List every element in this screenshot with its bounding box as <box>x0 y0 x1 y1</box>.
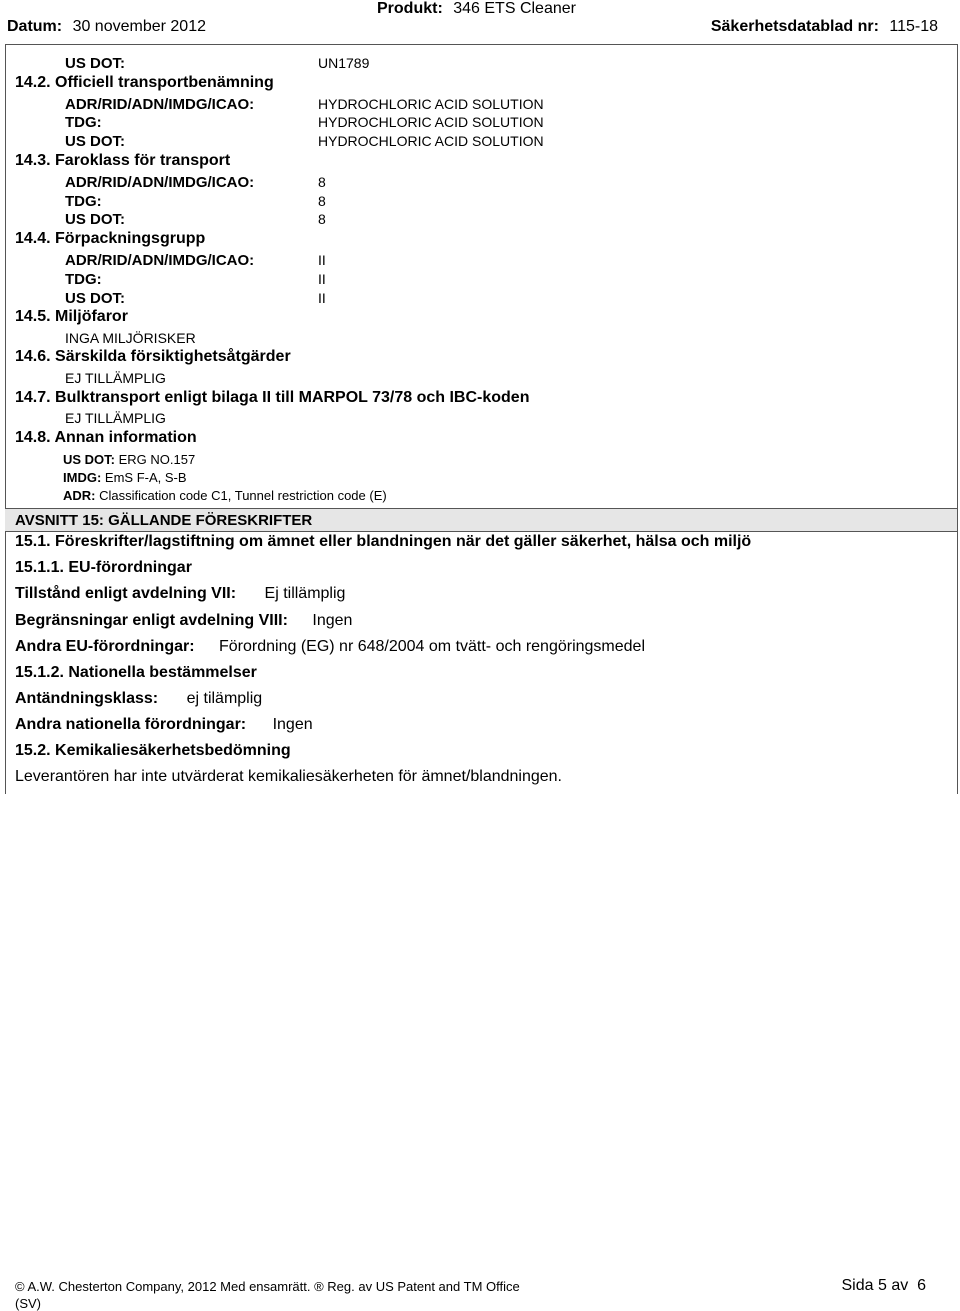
footer-language: (SV) <box>15 1296 41 1311</box>
heading-14-4: 14.4. Förpackningsgrupp <box>15 230 206 247</box>
row-label: ADR/RID/ADN/IMDG/ICAO: <box>65 174 255 191</box>
heading-14-6: 14.6. Särskilda försiktighetsåtgärder <box>15 348 291 365</box>
un-value: UN1789 <box>318 55 370 71</box>
flammability-row <box>15 690 262 708</box>
section-15-title: AVSNITT 15: GÄLLANDE FÖRESKRIFTER <box>15 512 313 529</box>
row-label: TDG: <box>65 193 102 210</box>
heading-15-1-2: 15.1.2. Nationella bestämmelser <box>15 664 257 681</box>
row-label: ADR/RID/ADN/IMDG/ICAO: <box>65 96 255 113</box>
date-label: Datum: <box>7 18 63 35</box>
row-value: HYDROCHLORIC ACID SOLUTION <box>318 133 544 149</box>
header-date <box>7 18 206 36</box>
header-sds-number <box>711 18 938 36</box>
row-value: 8 <box>318 211 326 227</box>
other-info-row <box>63 488 387 503</box>
authorisation-label: Tillstånd enligt avdelning VII: <box>15 585 237 602</box>
flammability-label: Antändningsklass: <box>15 690 159 707</box>
other-info-value: ERG NO.157 <box>118 452 196 467</box>
chemical-safety-text: Leverantören har inte utvärderat kemikaliesäkerheten för ämnet/blandningen. <box>15 768 562 785</box>
other-national-row <box>15 716 313 734</box>
restrictions-label: Begränsningar enligt avdelning VIII: <box>15 612 288 629</box>
sds-number-value: 115-18 <box>889 18 938 35</box>
other-national-value: Ingen <box>272 716 313 733</box>
frame-right <box>957 44 958 794</box>
row-value: 8 <box>318 193 326 209</box>
row-value: II <box>318 290 326 306</box>
other-eu-value: Förordning (EG) nr 648/2004 om tvätt- och rengöringsmedel <box>219 638 645 655</box>
frame-left <box>5 44 6 794</box>
special-precautions-text: EJ TILLÄMPLIG <box>65 370 166 386</box>
heading-14-7: 14.7. Bulktransport enligt bilaga II till MARPOL 73/78 och IBC-koden <box>15 389 530 406</box>
restrictions-value: Ingen <box>312 612 353 629</box>
heading-15-2: 15.2. Kemikaliesäkerhetsbedömning <box>15 742 291 759</box>
environmental-hazards-text: INGA MILJÖRISKER <box>65 330 196 346</box>
footer-copyright: © A.W. Chesterton Company, 2012 Med ensamrätt. ® Reg. av US Patent and TM Office <box>15 1279 520 1294</box>
row-label: US DOT: <box>65 133 125 150</box>
heading-14-2: 14.2. Officiell transportbenämning <box>15 74 274 91</box>
heading-14-5: 14.5. Miljöfaror <box>15 308 128 325</box>
heading-14-3: 14.3. Faroklass för transport <box>15 152 231 169</box>
header-divider <box>5 44 957 45</box>
heading-14-8: 14.8. Annan information <box>15 429 197 446</box>
header-product <box>377 0 576 18</box>
flammability-value: ej tilämplig <box>186 690 263 707</box>
other-info-value: EmS F-A, S-B <box>104 470 187 485</box>
row-label: ADR/RID/ADN/IMDG/ICAO: <box>65 252 255 269</box>
product-label: Produkt: <box>377 0 443 17</box>
other-eu-label: Andra EU-förordningar: <box>15 638 195 655</box>
row-label: US DOT: <box>65 290 125 307</box>
other-national-label: Andra nationella förordningar: <box>15 716 247 733</box>
other-info-label: ADR: <box>63 488 96 503</box>
other-info-row <box>63 470 187 485</box>
footer-page-number: Sida 5 av 6 <box>841 1277 926 1294</box>
other-info-label: IMDG: <box>63 470 102 485</box>
row-value: HYDROCHLORIC ACID SOLUTION <box>318 114 544 130</box>
restrictions-row <box>15 612 352 630</box>
row-label: US DOT: <box>65 211 125 228</box>
row-value: 8 <box>318 174 326 190</box>
row-value: HYDROCHLORIC ACID SOLUTION <box>318 96 544 112</box>
authorisation-row <box>15 585 345 603</box>
other-info-label: US DOT: <box>63 452 115 467</box>
un-label: US DOT: <box>65 55 125 72</box>
row-label: TDG: <box>65 271 102 288</box>
product-value: 346 ETS Cleaner <box>453 0 576 17</box>
other-info-value: Classification code C1, Tunnel restriction code (E) <box>99 488 387 503</box>
row-label: TDG: <box>65 114 102 131</box>
other-eu-row <box>15 638 645 656</box>
date-value: 30 november 2012 <box>72 18 206 35</box>
other-info-row <box>63 452 195 467</box>
row-value: II <box>318 252 326 268</box>
sds-number-label: Säkerhetsdatablad nr: <box>710 18 879 35</box>
bulk-transport-text: EJ TILLÄMPLIG <box>65 410 166 426</box>
heading-15-1: 15.1. Föreskrifter/lagstiftning om ämnet eller blandningen när det gäller säkerhet, hälsa och miljö <box>15 533 752 550</box>
authorisation-value: Ej tillämplig <box>264 585 346 602</box>
heading-15-1-1: 15.1.1. EU-förordningar <box>15 559 192 576</box>
row-value: II <box>318 271 326 287</box>
